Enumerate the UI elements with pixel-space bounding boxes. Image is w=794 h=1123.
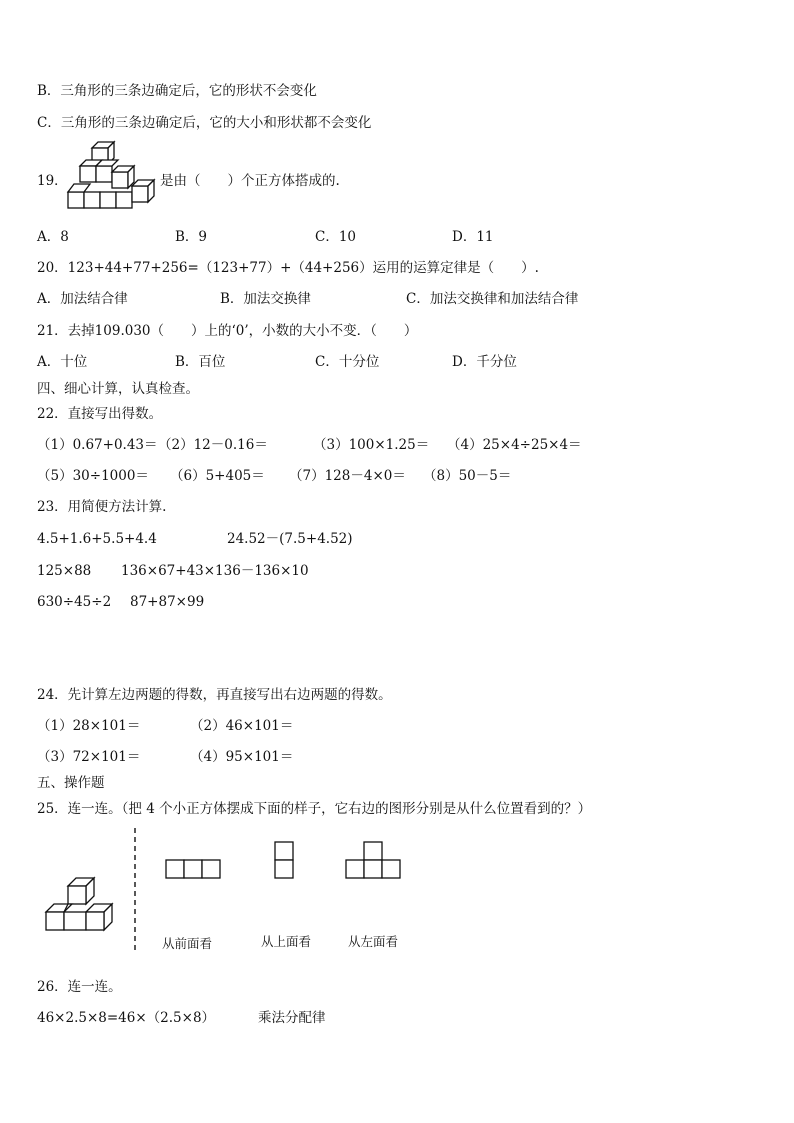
q19-option-b: B．9 xyxy=(175,229,208,245)
q20-option-a: A．加法结合律 xyxy=(37,291,128,307)
section-5-heading: 五、操作题 xyxy=(37,775,105,791)
q22-item: （7）128－4×0＝ xyxy=(289,468,406,484)
q21-option-b: B．百位 xyxy=(175,354,226,370)
q22-title: 22．直接写出得数。 xyxy=(37,406,163,422)
q23-expression: 4.5+1.6+5.5+4.4 xyxy=(37,531,157,547)
q23-expression: 136×67+43×136－136×10 xyxy=(121,563,309,579)
q19-question: 是由（ ）个正方体搭成的. xyxy=(160,173,340,189)
q22-item: （6）5+405＝ xyxy=(170,468,265,484)
front-view-label: 从前面看 xyxy=(162,936,213,951)
top-view-figure xyxy=(273,840,297,880)
q26-law-label: 乘法分配律 xyxy=(258,1010,326,1026)
q23-expression: 125×88 xyxy=(37,563,92,579)
q24-item: （4）95×101＝ xyxy=(190,749,294,765)
q19-option-c: C．10 xyxy=(315,229,357,245)
left-view-label: 从左面看 xyxy=(348,934,399,949)
q24-item: （1）28×101＝ xyxy=(37,718,141,734)
q23-title: 23．用简便方法计算. xyxy=(37,499,167,515)
top-view-label: 从上面看 xyxy=(261,934,312,949)
q24-item: （2）46×101＝ xyxy=(190,718,294,734)
q24-title: 24．先计算左边两题的得数，再直接写出右边两题的得数。 xyxy=(37,687,392,703)
left-view-figure xyxy=(344,840,406,880)
cube-stack-figure-q25 xyxy=(44,878,124,938)
q18-option-b: B．三角形的三条边确定后，它的形状不会变化 xyxy=(37,83,317,99)
q23-expression: 24.52－(7.5+4.52) xyxy=(227,531,353,547)
q26-title: 26．连一连。 xyxy=(37,979,122,995)
q23-expression: 630÷45÷2 xyxy=(37,594,112,610)
q22-item: （5）30÷1000＝ xyxy=(37,468,149,484)
q22-item: （4）25×4÷25×4＝ xyxy=(447,437,582,453)
q19-number: 19． xyxy=(37,173,68,189)
q25-title: 25．连一连。（把 4 个小正方体摆成下面的样子，它右边的图形分别是从什么位置看到的？） xyxy=(37,801,592,817)
q20-option-b: B．加法交换律 xyxy=(220,291,311,307)
q22-item: （1）0.67+0.43＝ xyxy=(37,437,158,453)
q21-question: 21．去掉109.030（ ）上的‘0’，小数的大小不变．（ ） xyxy=(37,323,418,339)
q22-item: （3）100×1.25＝ xyxy=(313,437,430,453)
q26-expression: 46×2.5×8=46×（2.5×8） xyxy=(37,1010,216,1026)
q21-option-d: D．千分位 xyxy=(452,354,517,370)
q21-option-c: C．十分位 xyxy=(315,354,380,370)
section-4-heading: 四、细心计算，认真检查。 xyxy=(37,381,199,397)
q20-option-c: C．加法交换律和加法结合律 xyxy=(406,291,579,307)
q23-expression: 87+87×99 xyxy=(130,594,205,610)
cube-stack-figure-q19 xyxy=(66,142,156,214)
q24-item: （3）72×101＝ xyxy=(37,749,141,765)
q20-question: 20．123+44+77+256=（123+77）+（44+256）运用的运算定律是（ ）. xyxy=(37,260,539,276)
q19-option-d: D．11 xyxy=(452,229,494,245)
divider-dashed-line xyxy=(130,828,140,958)
q22-item: （8）50－5＝ xyxy=(423,468,512,484)
q22-item: （2）12－0.16＝ xyxy=(158,437,268,453)
q18-option-c: C．三角形的三条边确定后，它的大小和形状都不会变化 xyxy=(37,115,372,131)
q21-option-a: A．十位 xyxy=(37,354,88,370)
q19-option-a: A．8 xyxy=(37,229,69,245)
front-view-figure xyxy=(164,858,224,880)
